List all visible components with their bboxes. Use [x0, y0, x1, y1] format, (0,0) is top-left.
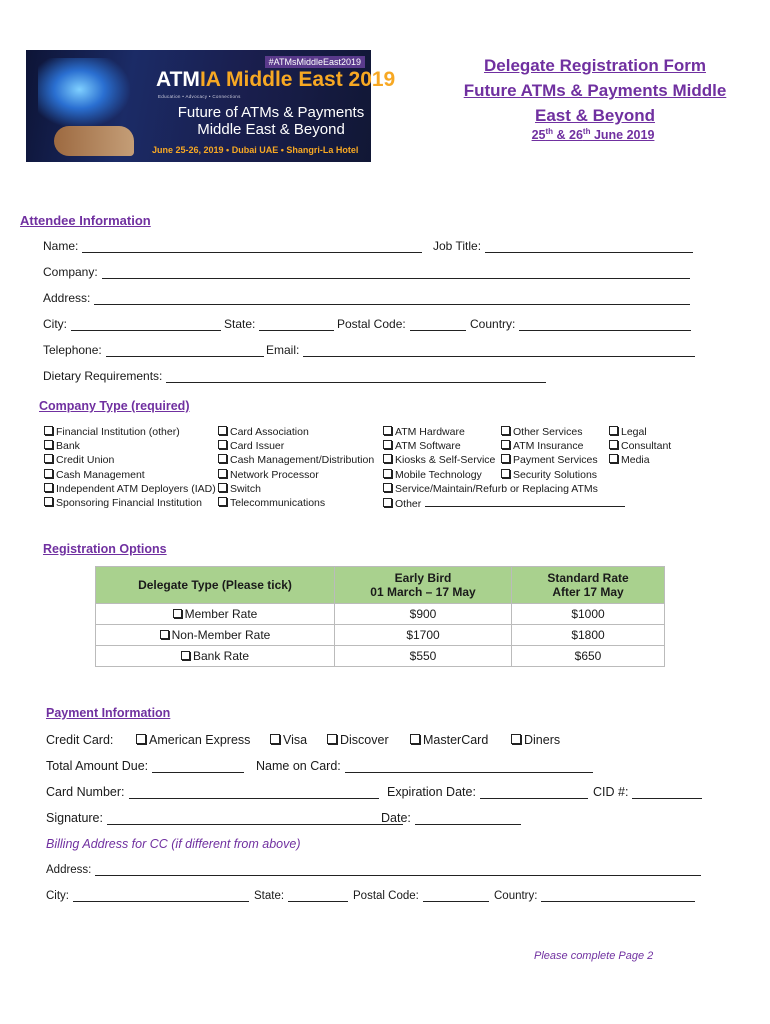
company-type-option[interactable]: Card Association	[218, 425, 374, 439]
checkbox-icon[interactable]	[501, 440, 510, 449]
company-type-option[interactable]: Media	[609, 453, 671, 467]
checkbox-icon[interactable]	[383, 426, 392, 435]
cid-field[interactable]: CID #:	[593, 785, 702, 799]
card-number-field[interactable]: Card Number:	[46, 785, 379, 799]
name-field[interactable]: Name:	[43, 239, 422, 253]
card-option-discover[interactable]: Discover	[327, 733, 389, 747]
table-row	[96, 646, 665, 667]
col-delegate-type: Delegate Type (Please tick)	[96, 567, 335, 604]
standard-price: $1000	[512, 604, 665, 625]
card-option-mastercard[interactable]: MasterCard	[410, 733, 488, 747]
col-standard-rate: Standard Rate After 17 May	[512, 567, 665, 604]
page-footer-note: Please complete Page 2	[534, 950, 654, 962]
date-field[interactable]: Date:	[381, 811, 521, 825]
company-type-option[interactable]: Kiosks & Self-Service	[383, 453, 625, 467]
company-field[interactable]: Company:	[43, 265, 690, 279]
company-type-option[interactable]: Consultant	[609, 439, 671, 453]
delegate-type-cell[interactable]: Member Rate	[96, 604, 335, 625]
company-type-col1	[44, 425, 216, 510]
state-field[interactable]: State:	[224, 317, 334, 331]
card-option-visa[interactable]: Visa	[270, 733, 307, 747]
col-early-bird: Early Bird 01 March – 17 May	[335, 567, 512, 604]
checkbox-icon[interactable]	[218, 440, 227, 449]
checkbox-icon[interactable]	[383, 469, 392, 478]
checkbox-icon[interactable]	[44, 497, 53, 506]
company-type-option[interactable]: ATM Software	[383, 439, 625, 453]
event-dates: 25th & 26th June 2019	[531, 127, 655, 143]
company-type-col5	[609, 425, 671, 468]
standard-price: $1800	[512, 625, 665, 646]
checkbox-icon[interactable]	[383, 498, 392, 507]
early-price: $550	[335, 646, 512, 667]
signature-field[interactable]: Signature:	[46, 811, 403, 825]
company-type-col4	[501, 425, 598, 482]
checkbox-icon[interactable]	[609, 454, 618, 463]
company-type-option[interactable]: Credit Union	[44, 453, 216, 467]
city-field[interactable]: City:	[43, 317, 221, 331]
other-input-line[interactable]	[425, 496, 625, 507]
standard-price: $650	[512, 646, 665, 667]
company-type-option[interactable]: Card Issuer	[218, 439, 374, 453]
company-type-option[interactable]: ATM Hardware	[383, 425, 625, 439]
address-field[interactable]: Address:	[43, 291, 690, 305]
company-type-option[interactable]: Independent ATM Deployers (IAD)	[44, 482, 216, 496]
registration-table	[95, 566, 665, 667]
billing-country-field[interactable]: Country:	[494, 889, 695, 902]
checkbox-icon[interactable]	[44, 469, 53, 478]
checkbox-icon[interactable]	[383, 483, 392, 492]
card-option-diners[interactable]: Diners	[511, 733, 560, 747]
company-type-option[interactable]: Bank	[44, 439, 216, 453]
billing-heading: Billing Address for CC (if different from above)	[46, 837, 301, 851]
delegate-type-cell[interactable]: Non-Member Rate	[96, 625, 335, 646]
company-type-option[interactable]: Payment Services	[501, 453, 598, 467]
company-type-option[interactable]: ATM Insurance	[501, 439, 598, 453]
checkbox-icon[interactable]	[501, 454, 510, 463]
checkbox-icon[interactable]	[181, 651, 190, 660]
credit-card-label: Credit Card:	[46, 733, 114, 747]
card-option-amex[interactable]: American Express	[136, 733, 250, 747]
billing-postal-field[interactable]: Postal Code:	[353, 889, 489, 902]
company-type-option[interactable]: Legal	[609, 425, 671, 439]
company-type-option[interactable]: Cash Management	[44, 468, 216, 482]
checkbox-icon[interactable]	[44, 483, 53, 492]
checkbox-icon[interactable]	[609, 426, 618, 435]
company-type-option[interactable]: Security Solutions	[501, 468, 598, 482]
banner-hashtag: #ATMsMiddleEast2019	[265, 56, 365, 68]
expiration-date-field[interactable]: Expiration Date:	[387, 785, 588, 799]
billing-state-field[interactable]: State:	[254, 889, 348, 902]
checkbox-icon[interactable]	[609, 440, 618, 449]
company-type-option-other[interactable]: Other	[383, 496, 625, 511]
table-row	[96, 604, 665, 625]
registration-heading: Registration Options	[43, 542, 167, 556]
checkbox-icon[interactable]	[44, 454, 53, 463]
name-on-card-field[interactable]: Name on Card:	[256, 759, 593, 773]
checkbox-icon[interactable]	[383, 454, 392, 463]
total-amount-field[interactable]: Total Amount Due:	[46, 759, 244, 773]
checkbox-icon[interactable]	[410, 734, 420, 744]
checkbox-icon[interactable]	[270, 734, 280, 744]
company-type-option[interactable]: Mobile Technology	[383, 468, 625, 482]
postal-code-field[interactable]: Postal Code:	[337, 317, 466, 331]
checkbox-icon[interactable]	[218, 426, 227, 435]
delegate-type-cell[interactable]: Bank Rate	[96, 646, 335, 667]
company-type-option[interactable]: Telecommunications	[218, 496, 374, 510]
banner-tagline: Education • Advocacy • Connections	[158, 94, 241, 99]
company-type-option[interactable]: Financial Institution (other)	[44, 425, 216, 439]
company-type-heading: Company Type (required)	[39, 399, 190, 413]
billing-city-field[interactable]: City:	[46, 889, 249, 902]
checkbox-icon[interactable]	[218, 454, 227, 463]
company-type-option[interactable]: Cash Management/Distribution	[218, 453, 374, 467]
checkbox-icon[interactable]	[218, 483, 227, 492]
attendee-heading: Attendee Information	[20, 213, 151, 228]
checkbox-icon[interactable]	[383, 440, 392, 449]
early-price: $900	[335, 604, 512, 625]
checkbox-icon[interactable]	[511, 734, 521, 744]
table-row	[96, 625, 665, 646]
checkbox-icon[interactable]	[173, 609, 182, 618]
globe-graphic	[38, 58, 130, 128]
company-type-option[interactable]: Sponsoring Financial Institution	[44, 496, 216, 510]
company-type-col2	[218, 425, 374, 510]
country-field[interactable]: Country:	[470, 317, 691, 331]
checkbox-icon[interactable]	[327, 734, 337, 744]
form-title: Delegate Registration Form Future ATMs & Payments Middle East & Beyond	[463, 56, 727, 125]
early-price: $1700	[335, 625, 512, 646]
checkbox-icon[interactable]	[160, 630, 169, 639]
checkbox-icon[interactable]	[501, 469, 510, 478]
company-type-option[interactable]: Network Processor	[218, 468, 374, 482]
telephone-field[interactable]: Telephone:	[43, 343, 264, 357]
dietary-field[interactable]: Dietary Requirements:	[43, 369, 546, 383]
checkbox-icon[interactable]	[218, 469, 227, 478]
company-type-option[interactable]: Service/Maintain/Refurb or Replacing ATMs	[383, 482, 625, 496]
email-field[interactable]: Email:	[266, 343, 695, 357]
event-banner	[26, 50, 396, 162]
billing-address-field[interactable]: Address:	[46, 863, 701, 876]
company-type-option[interactable]: Other Services	[501, 425, 598, 439]
checkbox-icon[interactable]	[44, 440, 53, 449]
banner-dateline: June 25-26, 2019 • Dubai UAE • Shangri-La Hotel	[152, 145, 359, 155]
hand-graphic	[54, 126, 134, 156]
checkbox-icon[interactable]	[501, 426, 510, 435]
payment-heading: Payment Information	[46, 706, 171, 720]
banner-logo: ATMIA Middle East 2019	[156, 68, 396, 91]
checkbox-icon[interactable]	[218, 497, 227, 506]
checkbox-icon[interactable]	[44, 426, 53, 435]
checkbox-icon[interactable]	[136, 734, 146, 744]
job-title-field[interactable]: Job Title:	[433, 239, 693, 253]
company-type-option[interactable]: Switch	[218, 482, 374, 496]
banner-headline: Future of ATMs & Payments Middle East & Beyond	[177, 104, 365, 138]
